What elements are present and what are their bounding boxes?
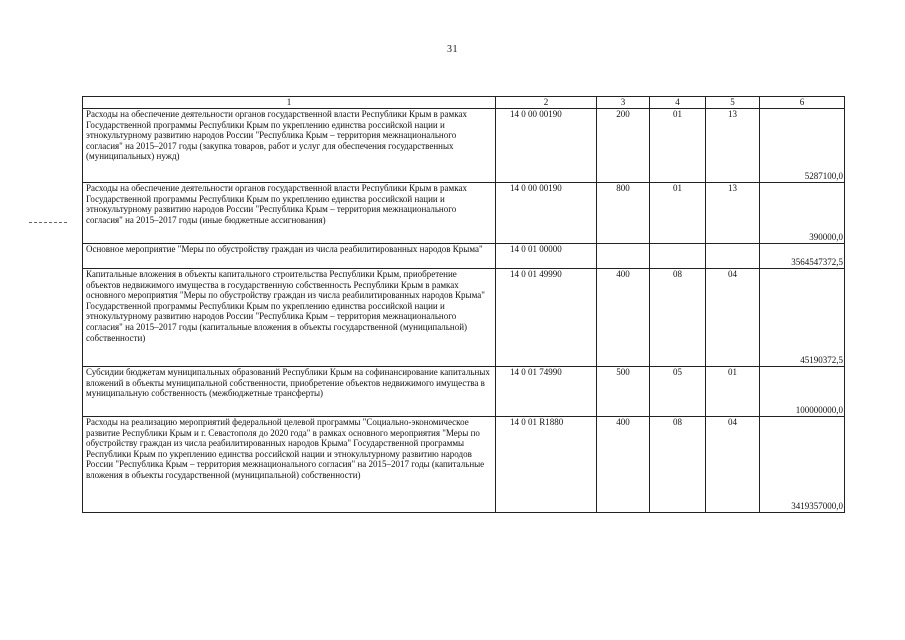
row-description: Основное мероприятие "Меры по обустройству граждан из числа реабилитированных народов Крыма": [83, 244, 496, 269]
row-expense-type: 400: [597, 417, 650, 513]
row-subsection: 13: [706, 183, 760, 244]
row-target-code: 14 0 01 49990: [496, 269, 597, 367]
header-cell: 4: [650, 97, 706, 109]
row-description: Субсидии бюджетам муниципальных образований Республики Крым на софинансирование капитальных вложений в объекты муниципальной собственности, приобретение объектов недвижимого имущества в муниципальную собственность (межбюджетные трансферты): [83, 367, 496, 417]
row-expense-type: 400: [597, 269, 650, 367]
scan-artifact-line: [29, 222, 67, 224]
row-amount: 5287100,0: [760, 109, 845, 183]
header-cell: 1: [83, 97, 496, 109]
row-section: 08: [650, 417, 706, 513]
row-section: 01: [650, 183, 706, 244]
table-row: [83, 183, 845, 244]
row-expense-type: 200: [597, 109, 650, 183]
row-target-code: 14 0 00 00190: [496, 183, 597, 244]
table-row: [83, 269, 845, 367]
row-description: Расходы на обеспечение деятельности органов государственной власти Республики Крым в рамках Государственной программы Республики Крым по укреплению единства российской нации и этнокультурному развитию народов России "Республика Крым – территория межнационального согласия" на 2015–2017 годы (закупка товаров, работ и услуг для обеспечения государственных (муниципальных) нужд): [83, 109, 496, 183]
row-subsection: 13: [706, 109, 760, 183]
page-number: 31: [447, 44, 458, 55]
row-section: 05: [650, 367, 706, 417]
row-section: [650, 244, 706, 269]
table-row: [83, 109, 845, 183]
table-header-row: [83, 97, 845, 109]
row-amount: 100000000,0: [760, 367, 845, 417]
row-description: Расходы на реализацию мероприятий федеральной целевой программы "Социально-экономическое развитие Республики Крым и г. Севастополя до 2020 года" в рамках основного мероприятия "Меры по обустройству граждан из числа реабилитированных народов Крыма" Государственной программы Республики Крым по укреплению единства российской нации и этнокультурному развитию народов России "Республика Крым – территория межнационального согласия" на 2015–2017 годы (капитальные вложения в объекты государственной (муниципальной) собственности): [83, 417, 496, 513]
header-cell: 2: [496, 97, 597, 109]
row-amount: 3419357000,0: [760, 417, 845, 513]
table-row: [83, 244, 845, 269]
row-amount: 3564547372,5: [760, 244, 845, 269]
table-row: [83, 367, 845, 417]
row-subsection: 01: [706, 367, 760, 417]
row-subsection: 04: [706, 269, 760, 367]
header-cell: 6: [760, 97, 845, 109]
row-expense-type: 800: [597, 183, 650, 244]
row-amount: 45190372,5: [760, 269, 845, 367]
header-cell: 3: [597, 97, 650, 109]
row-section: 01: [650, 109, 706, 183]
row-subsection: [706, 244, 760, 269]
row-target-code: 14 0 01 R1880: [496, 417, 597, 513]
row-section: 08: [650, 269, 706, 367]
table-row: [83, 417, 845, 513]
header-cell: 5: [706, 97, 760, 109]
row-expense-type: [597, 244, 650, 269]
row-description: Расходы на обеспечение деятельности органов государственной власти Республики Крым в рамках Государственной программы Республики Крым по укреплению единства российской нации и этнокультурному развитию народов России "Республика Крым – территория межнационального согласия" на 2015–2017 годы (иные бюджетные ассигнования): [83, 183, 496, 244]
row-subsection: 04: [706, 417, 760, 513]
row-expense-type: 500: [597, 367, 650, 417]
row-target-code: 14 0 01 74990: [496, 367, 597, 417]
row-amount: 390000,0: [760, 183, 845, 244]
budget-table: [82, 96, 845, 513]
row-target-code: 14 0 01 00000: [496, 244, 597, 269]
row-target-code: 14 0 00 00190: [496, 109, 597, 183]
row-description: Капитальные вложения в объекты капитального строительства Республики Крым, приобретение объектов недвижимого имущества в государственную собственность Республики Крым в рамках основного мероприятия "Меры по обустройству граждан из числа реабилитированных народов Крыма" Государственной программы Республики Крым по укреплению единства российской нации и этнокультурному развитию народов России "Республика Крым – территория межнационального согласия" на 2015–2017 годы (капитальные вложения в объекты государственной (муниципальной) собственности): [83, 269, 496, 367]
